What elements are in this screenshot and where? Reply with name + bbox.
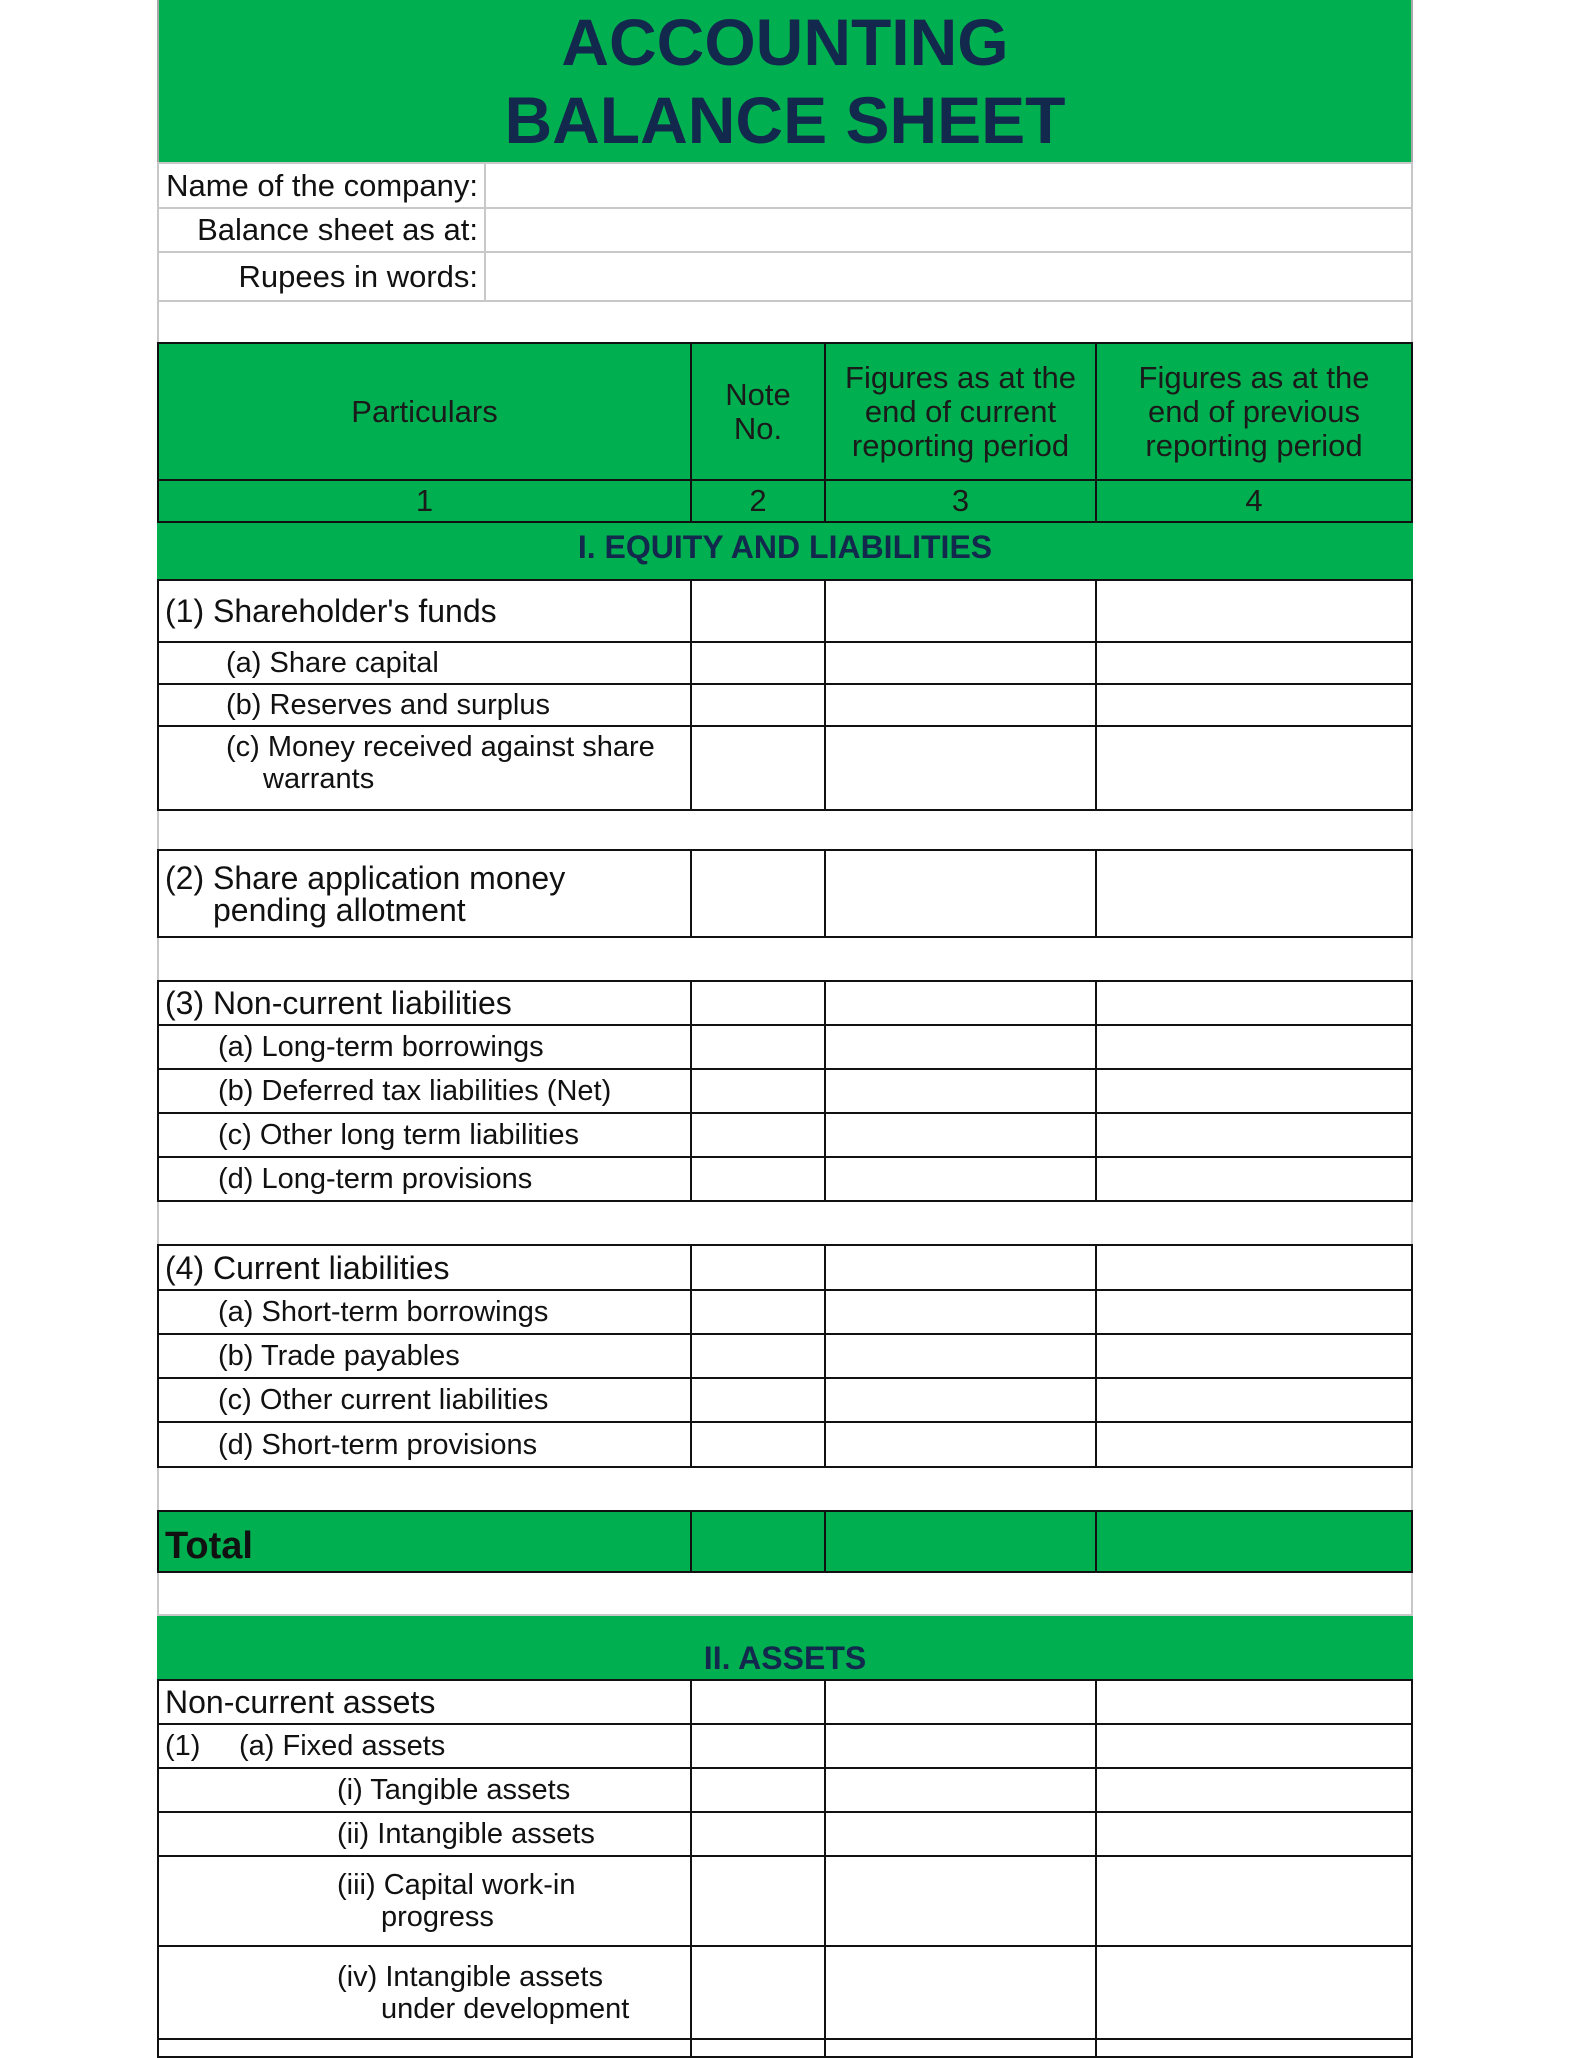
- cell-current[interactable]: [824, 2038, 1097, 2058]
- balance-date-row: [157, 209, 1413, 253]
- col-number-1: 1: [157, 479, 692, 523]
- title-line-1: ACCOUNTING: [561, 5, 1009, 79]
- total-previous[interactable]: [1095, 1510, 1413, 1573]
- cell-note[interactable]: [690, 1855, 826, 1947]
- row-lt-borrowings: (a) Long-term borrowings: [157, 1024, 692, 1070]
- cell-previous[interactable]: [1095, 980, 1413, 1026]
- header-particulars: Particulars: [157, 342, 692, 481]
- fixed-assets-label: (a) Fixed assets: [239, 1730, 446, 1762]
- spacer-row: [157, 1202, 1413, 1246]
- spacer-row: [157, 302, 1413, 344]
- row-share-application: [157, 849, 692, 938]
- cell-current[interactable]: [824, 1112, 1097, 1158]
- row-other-current-liabilities: (c) Other current liabilities: [157, 1377, 692, 1423]
- cell-current[interactable]: [824, 849, 1097, 938]
- row-tangible-assets: (i) Tangible assets: [157, 1767, 692, 1813]
- iaud-line-2: under development: [381, 1992, 630, 2025]
- cell-note[interactable]: [690, 1156, 826, 1202]
- section-equity-liabilities: I. EQUITY AND LIABILITIES: [157, 523, 1413, 579]
- row-capital-wip: [157, 1855, 692, 1947]
- row-shareholders-funds: (1) Shareholder's funds: [157, 579, 692, 643]
- cell-note[interactable]: [690, 1377, 826, 1423]
- cell-current[interactable]: [824, 1723, 1097, 1769]
- cell-current[interactable]: [824, 1855, 1097, 1947]
- cell-note[interactable]: [690, 1289, 826, 1335]
- cell-note[interactable]: [690, 1112, 826, 1158]
- company-name-field[interactable]: [486, 164, 1411, 207]
- spacer-row: [157, 811, 1413, 851]
- money-received-line-2: warrants: [263, 763, 375, 795]
- company-name-row: [157, 162, 1413, 209]
- cell-previous[interactable]: [1095, 2038, 1413, 2058]
- row-noncurrent-assets: Non-current assets: [157, 1679, 692, 1725]
- cell-current[interactable]: [824, 1767, 1097, 1813]
- cell-current[interactable]: [824, 980, 1097, 1026]
- row-fixed-assets: [157, 1723, 692, 1769]
- spacer-row: [157, 938, 1413, 982]
- row-st-borrowings: (a) Short-term borrowings: [157, 1289, 692, 1335]
- cell-note[interactable]: [690, 641, 826, 685]
- row-intangible-under-development: [157, 1945, 692, 2040]
- total-note[interactable]: [690, 1510, 826, 1573]
- row-money-received: [157, 725, 692, 811]
- cell-note[interactable]: [690, 1679, 826, 1725]
- cell-previous[interactable]: [1095, 1723, 1413, 1769]
- iaud-line-1: (iv) Intangible assets: [337, 1960, 603, 1993]
- rupees-words-row: [157, 253, 1413, 302]
- cell-note[interactable]: [690, 1767, 826, 1813]
- cell-previous[interactable]: [1095, 1421, 1413, 1468]
- cell-previous[interactable]: [1095, 1112, 1413, 1158]
- cell-note[interactable]: [690, 1244, 826, 1291]
- row-reserves-surplus: (b) Reserves and surplus: [157, 683, 692, 727]
- cell-current[interactable]: [824, 579, 1097, 643]
- cell-current[interactable]: [824, 1156, 1097, 1202]
- cell-previous[interactable]: [1095, 683, 1413, 727]
- capital-wip-line-2: progress: [381, 1901, 494, 1933]
- share-app-line-2: pending allotment: [213, 891, 466, 928]
- company-name-label: Name of the company:: [159, 164, 486, 207]
- cell-note[interactable]: [690, 1811, 826, 1857]
- capital-wip-line-1: (iii) Capital work-in: [337, 1869, 576, 1901]
- cell-previous[interactable]: [1095, 725, 1413, 811]
- col-number-4: 4: [1095, 479, 1413, 523]
- cell-previous[interactable]: [1095, 579, 1413, 643]
- cell-note[interactable]: [690, 849, 826, 938]
- row-deferred-tax: (b) Deferred tax liabilities (Net): [157, 1068, 692, 1114]
- header-current-period: Figures as at the end of current reporting period: [824, 342, 1097, 481]
- cell-note[interactable]: [690, 2038, 826, 2058]
- header-note-no: Note No.: [690, 342, 826, 481]
- cell-previous[interactable]: [1095, 1811, 1413, 1857]
- col-number-2: 2: [690, 479, 826, 523]
- rupees-words-label: Rupees in words:: [159, 253, 486, 300]
- cell-note[interactable]: [690, 683, 826, 727]
- row-intangible-assets: (ii) Intangible assets: [157, 1811, 692, 1857]
- cell-note[interactable]: [690, 1024, 826, 1070]
- cell-previous[interactable]: [1095, 1289, 1413, 1335]
- balance-sheet: [157, 0, 1413, 2048]
- row-share-capital: (a) Share capital: [157, 641, 692, 685]
- spacer-row: [157, 1468, 1413, 1512]
- cell-note[interactable]: [690, 1421, 826, 1468]
- title-line-2: BALANCE SHEET: [504, 83, 1066, 157]
- share-app-line-1: (2) Share application money: [165, 859, 566, 896]
- cell-current[interactable]: [824, 1333, 1097, 1379]
- cell-current[interactable]: [824, 1289, 1097, 1335]
- row-other-lt-liabilities: (c) Other long term liabilities: [157, 1112, 692, 1158]
- cell-previous[interactable]: [1095, 1333, 1413, 1379]
- cell-current[interactable]: [824, 1811, 1097, 1857]
- cell-previous[interactable]: [1095, 1156, 1413, 1202]
- cell-previous[interactable]: [1095, 1024, 1413, 1070]
- cell-previous[interactable]: [1095, 1767, 1413, 1813]
- total-current[interactable]: [824, 1510, 1097, 1573]
- cell-current[interactable]: [824, 1244, 1097, 1291]
- row-lt-provisions: (d) Long-term provisions: [157, 1156, 692, 1202]
- cell-current[interactable]: [824, 683, 1097, 727]
- money-received-line-1: (c) Money received against share: [226, 731, 655, 763]
- cell-previous[interactable]: [1095, 1244, 1413, 1291]
- balance-date-field[interactable]: [486, 209, 1411, 251]
- row-total: Total: [157, 1510, 692, 1573]
- cell-current[interactable]: [824, 1377, 1097, 1423]
- cell-previous[interactable]: [1095, 849, 1413, 938]
- cell-current[interactable]: [824, 1024, 1097, 1070]
- col-number-3: 3: [824, 479, 1097, 523]
- header-previous-period: Figures as at the end of previous reporting period: [1095, 342, 1413, 481]
- cell-note[interactable]: [690, 579, 826, 643]
- balance-date-label: Balance sheet as at:: [159, 209, 486, 251]
- cell-note[interactable]: [690, 1723, 826, 1769]
- cell-current[interactable]: [824, 725, 1097, 811]
- cell-previous[interactable]: [1095, 1068, 1413, 1114]
- title-band: [157, 0, 1413, 162]
- cell-current[interactable]: [824, 1679, 1097, 1725]
- rupees-words-field[interactable]: [486, 253, 1411, 300]
- cell-current[interactable]: [824, 1068, 1097, 1114]
- fixed-assets-number: (1): [165, 1730, 201, 1762]
- cell-current[interactable]: [824, 1421, 1097, 1468]
- row-current-liabilities: (4) Current liabilities: [157, 1244, 692, 1291]
- cell-current[interactable]: [824, 641, 1097, 685]
- cell-note[interactable]: [690, 980, 826, 1026]
- cell-previous[interactable]: [1095, 1855, 1413, 1947]
- cell-current[interactable]: [824, 1945, 1097, 2040]
- cell-note[interactable]: [690, 1068, 826, 1114]
- cell-note[interactable]: [690, 725, 826, 811]
- row-st-provisions: (d) Short-term provisions: [157, 1421, 692, 1468]
- cell-note[interactable]: [690, 1333, 826, 1379]
- row-trade-payables: (b) Trade payables: [157, 1333, 692, 1379]
- row-noncurrent-liabilities: (3) Non-current liabilities: [157, 980, 692, 1026]
- row-partial: [157, 2038, 692, 2058]
- cell-previous[interactable]: [1095, 1945, 1413, 2040]
- section-assets: II. ASSETS: [157, 1616, 1413, 1679]
- spacer-row: [157, 1573, 1413, 1616]
- cell-previous[interactable]: [1095, 641, 1413, 685]
- cell-note[interactable]: [690, 1945, 826, 2040]
- cell-previous[interactable]: [1095, 1679, 1413, 1725]
- cell-previous[interactable]: [1095, 1377, 1413, 1423]
